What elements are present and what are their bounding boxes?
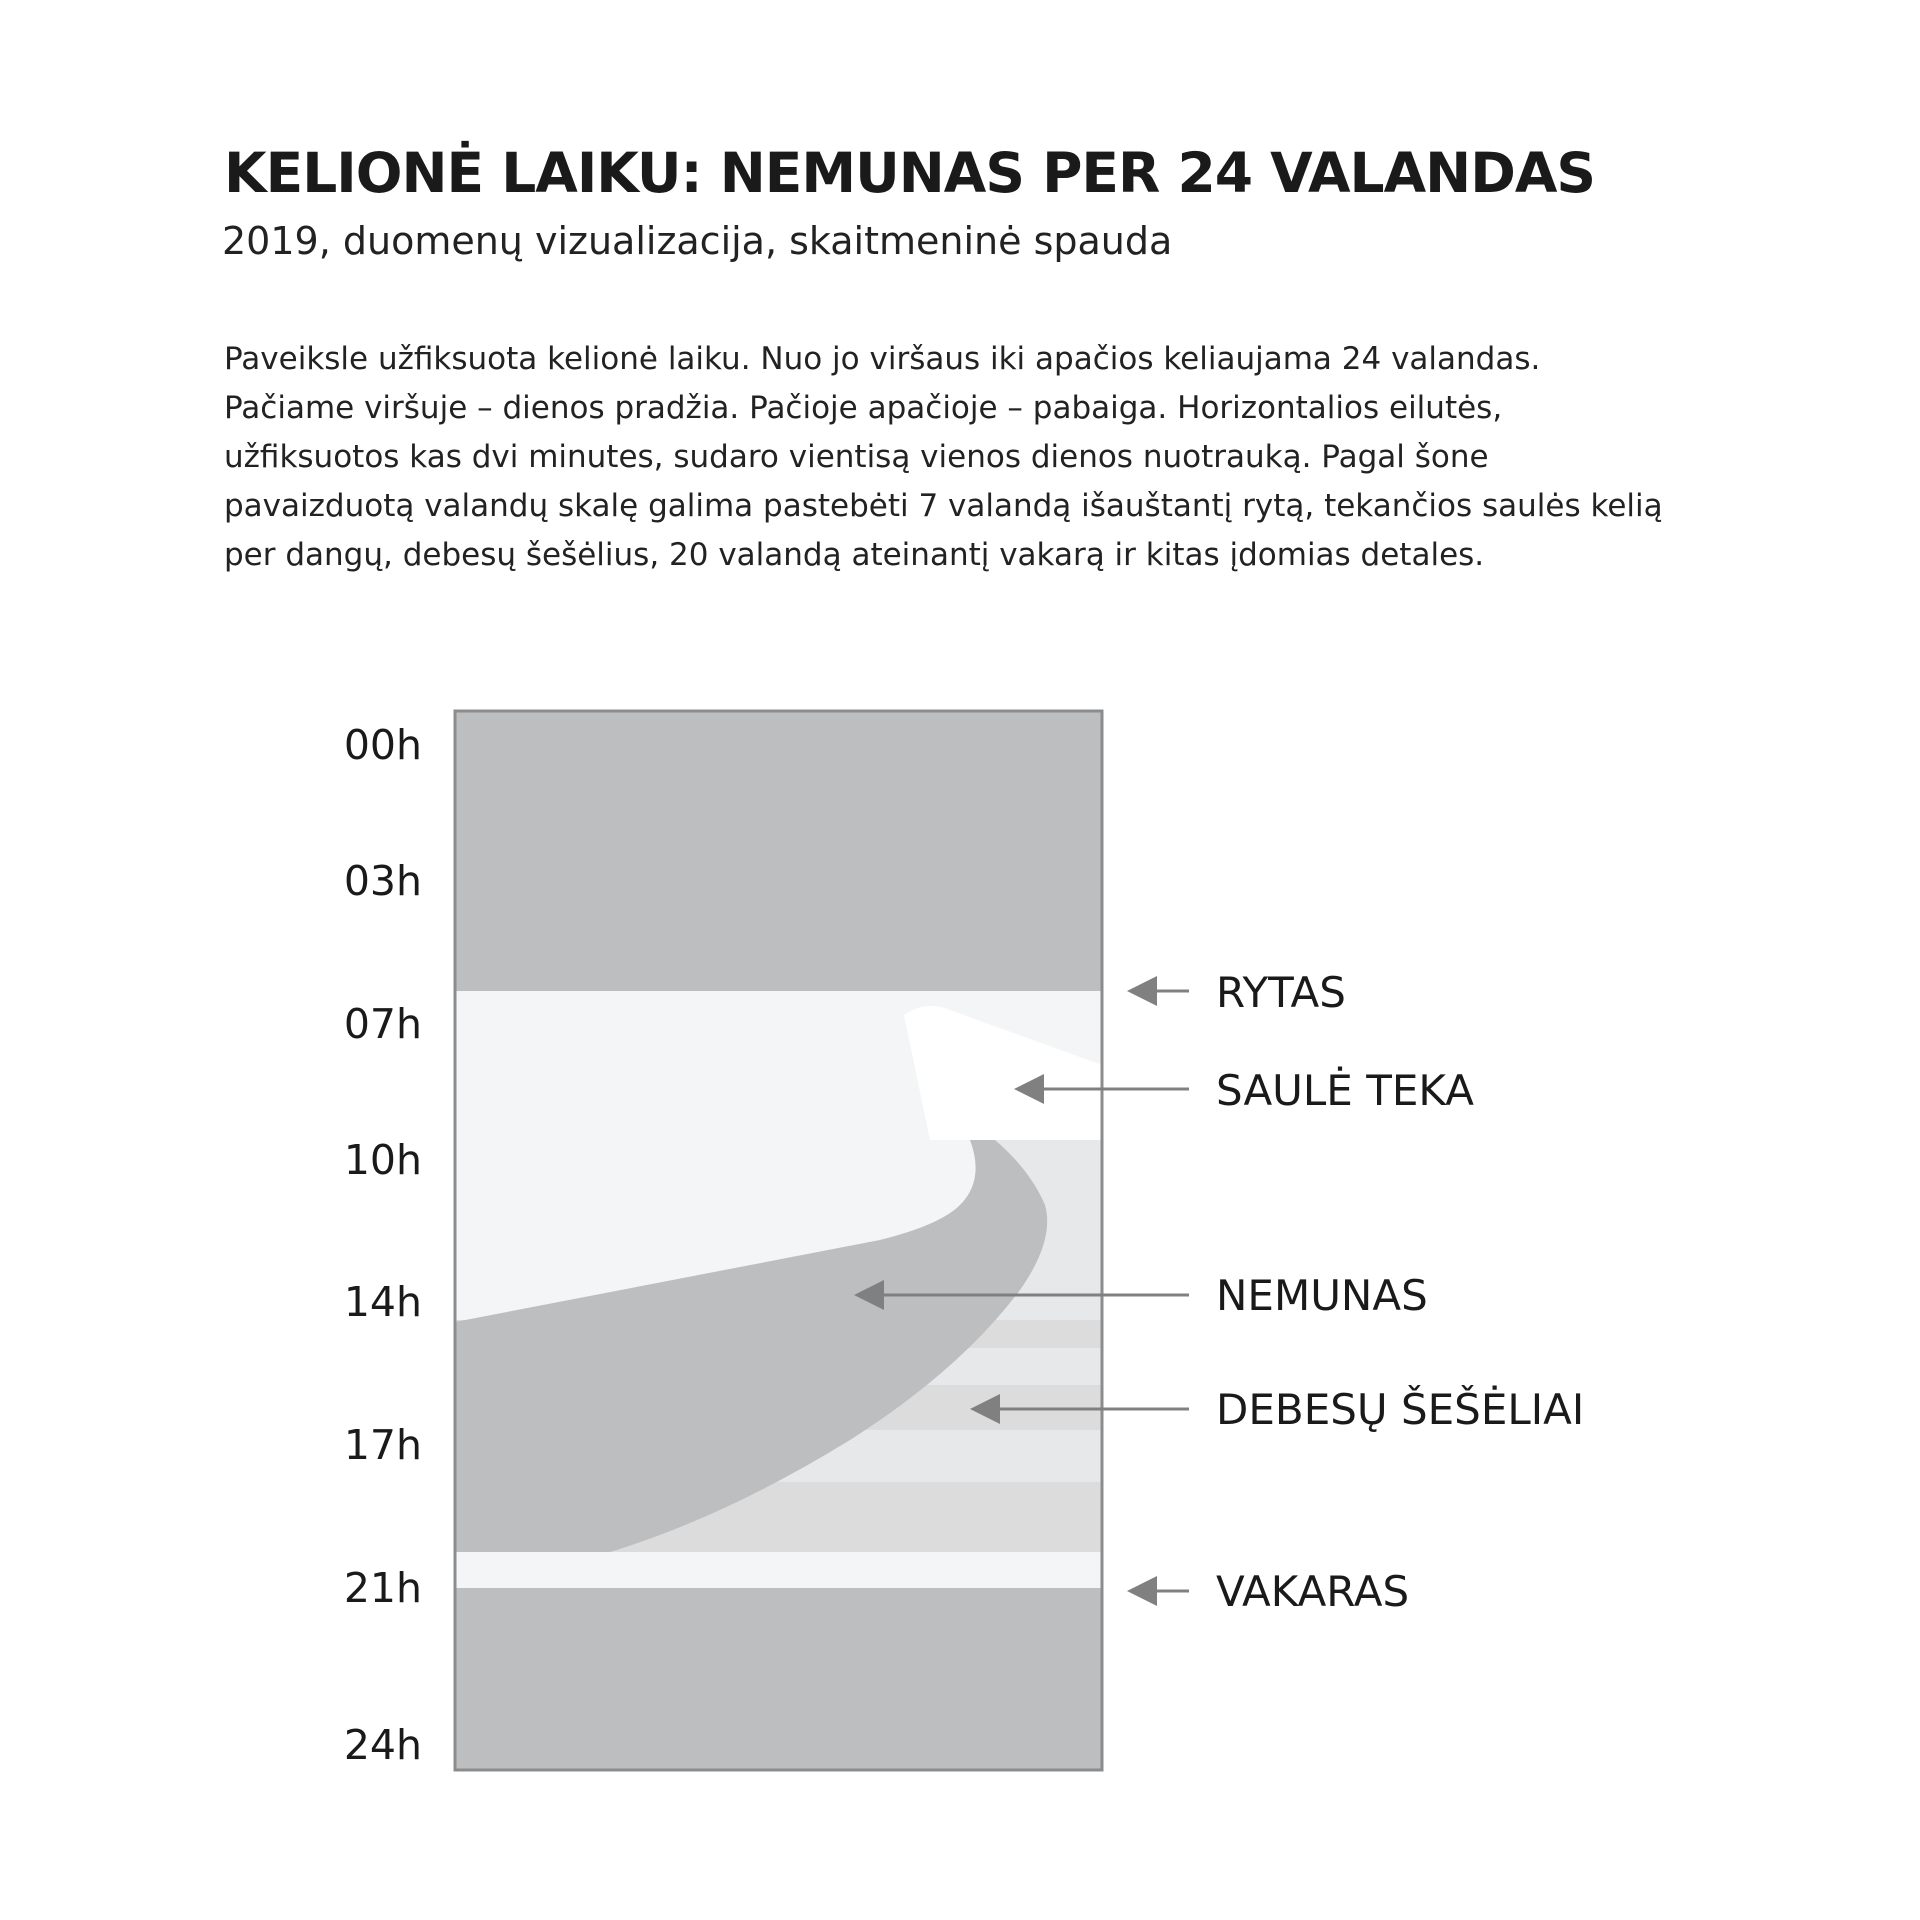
- description-line: užfiksuotos kas dvi minutes, sudaro vientisą vienos dienos nuotrauką. Pagal šone: [224, 439, 1489, 475]
- arrow-rytas-head: [1127, 976, 1157, 1006]
- annotation-vakaras: VAKARAS: [1216, 1567, 1410, 1616]
- hour-label: 14h: [343, 1278, 422, 1326]
- night-band-bottom: [455, 1588, 1102, 1770]
- annotation-nemunas: NEMUNAS: [1216, 1271, 1428, 1320]
- hour-label: 03h: [343, 857, 422, 905]
- night-band-top: [455, 711, 1102, 991]
- hour-label: 10h: [343, 1136, 422, 1184]
- hour-label: 07h: [343, 1000, 422, 1048]
- dusk-band: [455, 1552, 1102, 1588]
- hour-label: 17h: [343, 1421, 422, 1469]
- description-line: per dangų, debesų šešėlius, 20 valandą ateinantį vakarą ir kitas įdomias detales.: [224, 537, 1485, 573]
- annotation-saule-teka: SAULĖ TEKA: [1216, 1066, 1474, 1115]
- page-subtitle: 2019, duomenų vizualizacija, skaitmeninė spauda: [222, 219, 1173, 263]
- description-line: Paveiksle užfiksuota kelionė laiku. Nuo jo viršaus iki apačios keliaujama 24 valandas.: [224, 341, 1541, 377]
- arrow-vakaras-head: [1127, 1576, 1157, 1606]
- description-line: Pačiame viršuje – dienos pradžia. Pačioje apačioje – pabaiga. Horizontalios eilutės,: [224, 390, 1503, 426]
- annotation-debesu-seseliai: DEBESŲ ŠEŠĖLIAI: [1216, 1385, 1585, 1434]
- annotation-rytas: RYTAS: [1216, 968, 1346, 1017]
- hour-label: 24h: [343, 1721, 422, 1769]
- page-title: KELIONĖ LAIKU: NEMUNAS PER 24 VALANDAS: [224, 141, 1596, 205]
- hour-label: 21h: [343, 1564, 422, 1612]
- hour-label: 00h: [343, 721, 422, 769]
- description-line: pavaizduotą valandų skalę galima pastebėti 7 valandą išauštantį rytą, tekančios saulės kelią: [224, 488, 1663, 524]
